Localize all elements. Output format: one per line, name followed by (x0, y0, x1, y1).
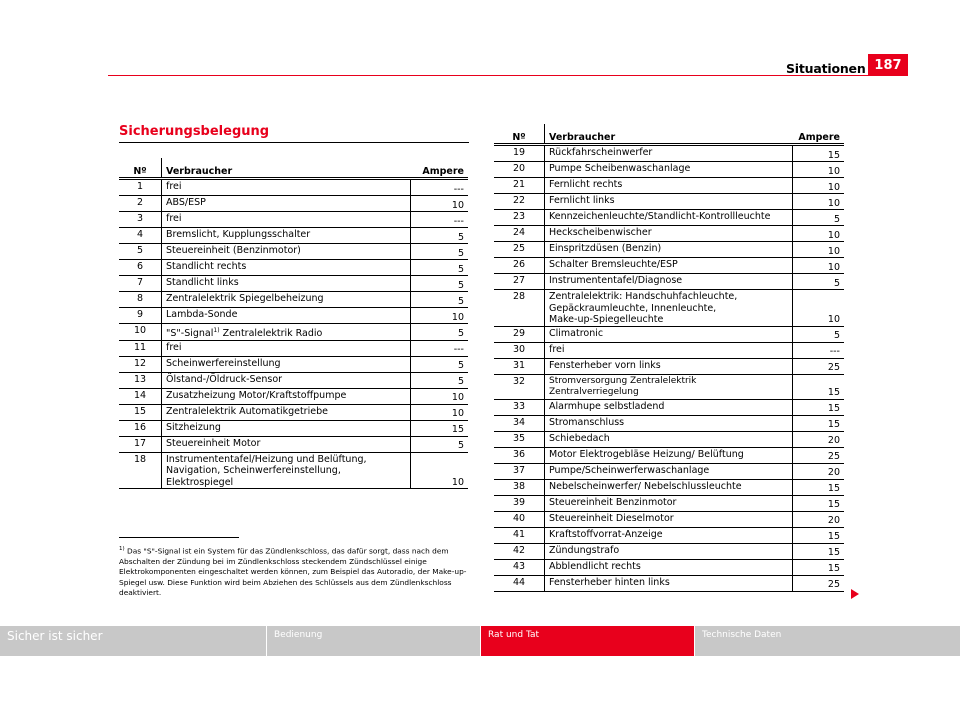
fuse-consumer (545, 415, 793, 431)
table-row (494, 399, 844, 415)
consumer-text: frei (166, 181, 182, 192)
consumer-text-cont: Zentralelektrik Radio (219, 328, 323, 340)
fuse-consumer (162, 260, 411, 276)
fuse-ampere: 10 (792, 290, 844, 327)
col-header-consumer: Verbraucher (162, 158, 411, 179)
fuse-ampere: 20 (792, 431, 844, 447)
table-header-row (119, 158, 468, 179)
fuse-number: 22 (494, 194, 545, 210)
fuse-number: 23 (494, 210, 545, 226)
fuse-ampere: 5 (792, 326, 844, 342)
fuse-consumer (162, 356, 411, 372)
fuse-consumer (545, 559, 793, 575)
fuse-number: 15 (119, 404, 162, 420)
table-row (119, 404, 468, 420)
consumer-line: Gepäckraumleuchte, Innenleuchte, (549, 302, 717, 314)
table-row (494, 527, 844, 543)
fuse-table-left (119, 158, 468, 489)
fuse-consumer (545, 290, 793, 327)
fuse-number: 39 (494, 495, 545, 511)
table-row (119, 420, 468, 436)
fuse-number: 1 (119, 179, 162, 196)
fuse-number: 9 (119, 308, 162, 324)
fuse-consumer (545, 194, 793, 210)
fuse-table-right (494, 124, 844, 592)
table-row (494, 559, 844, 575)
consumer-text: Heckscheibenwischer (549, 227, 652, 238)
fuse-consumer (162, 340, 411, 356)
consumer-text: Stromanschluss (549, 416, 625, 428)
table-row (494, 479, 844, 495)
consumer-line: Navigation, Scheinwerfereinstellung, (166, 465, 341, 477)
fuse-consumer (162, 228, 411, 244)
table-row (119, 436, 468, 452)
fuse-number: 24 (494, 226, 545, 242)
fuse-ampere: 10 (792, 242, 844, 258)
consumer-text: frei (166, 341, 182, 353)
table-row (494, 431, 844, 447)
fuse-ampere: 25 (792, 447, 844, 463)
fuse-number: 25 (494, 242, 545, 258)
fuse-number: 16 (119, 420, 162, 436)
footnote-ref: 1) (213, 327, 220, 334)
fuse-ampere: 10 (792, 194, 844, 210)
fuse-ampere: 15 (792, 495, 844, 511)
footnote-rule (119, 537, 239, 538)
fuse-ampere: 5 (792, 274, 844, 290)
fuse-ampere: 5 (410, 324, 468, 341)
fuse-number: 10 (119, 324, 162, 341)
fuse-number: 27 (494, 274, 545, 290)
fuse-consumer (162, 420, 411, 436)
fuse-number: 20 (494, 162, 545, 178)
fuse-number: 33 (494, 399, 545, 415)
consumer-text: Fernlicht links (549, 195, 615, 206)
table-row (119, 244, 468, 260)
col-header-ampere: Ampere (792, 124, 844, 145)
fuse-consumer (545, 342, 793, 358)
fuse-ampere: 20 (792, 511, 844, 527)
fuse-consumer (545, 178, 793, 194)
table-row (494, 358, 844, 374)
footnote (119, 544, 469, 599)
consumer-text: Rückfahrscheinwerfer (549, 147, 653, 158)
consumer-text: Climatronic (549, 327, 604, 339)
fuse-ampere: --- (410, 179, 468, 196)
table-row (494, 226, 844, 242)
fuse-ampere: 15 (792, 145, 844, 162)
consumer-text: "S"-Signal (166, 328, 214, 340)
page-number-badge: 187 (868, 54, 908, 76)
consumer-text: Scheinwerfereinstellung (166, 357, 281, 369)
fuse-number: 26 (494, 258, 545, 274)
fuse-ampere: 5 (410, 372, 468, 388)
fuse-number: 34 (494, 415, 545, 431)
consumer-text: Steuereinheit Dieselmotor (549, 512, 674, 524)
fuse-consumer (545, 326, 793, 342)
fuse-consumer (545, 374, 793, 399)
fuse-number: 6 (119, 260, 162, 276)
fuse-number: 5 (119, 244, 162, 260)
footer-tab-bedienung[interactable]: Bedienung (274, 630, 323, 640)
table-row (119, 196, 468, 212)
fuse-ampere: 15 (792, 559, 844, 575)
fuse-ampere: 15 (792, 374, 844, 399)
fuse-ampere: 10 (792, 178, 844, 194)
fuse-number: 2 (119, 196, 162, 212)
fuse-ampere: --- (410, 340, 468, 356)
fuse-consumer (162, 372, 411, 388)
consumer-text: Bremslicht, Kupplungsschalter (166, 229, 311, 240)
fuse-consumer (162, 276, 411, 292)
fuse-number: 37 (494, 463, 545, 479)
fuse-ampere: 25 (792, 358, 844, 374)
consumer-text: Alarmhupe selbstladend (549, 400, 665, 412)
table-row (494, 495, 844, 511)
table-row (494, 162, 844, 178)
table-header-row (494, 124, 844, 145)
fuse-ampere: 15 (410, 420, 468, 436)
fuse-ampere: 10 (410, 404, 468, 420)
table-row (119, 308, 468, 324)
fuse-ampere: 15 (792, 415, 844, 431)
consumer-text: Motor Elektrogebläse Heizung/ Belüftung (549, 448, 744, 460)
fuse-ampere: 5 (410, 292, 468, 308)
fuse-consumer (545, 358, 793, 374)
table-row (119, 179, 468, 196)
footnote-text: Das "S"-Signal ist ein System für das Zündlenkschloss, das dafür sorgt, dass nach dem Abschalten der Zündung bei im Zündlenkschloss steckendem Zündschlüssel einige Elektrokomponenten eingeschaltet werden können, zum Beispiel das Autoradio, der Make-up-Spiegel usw. Diese Funktion wird beim Abziehen des Schlüssels aus dem Zündlenkschloss deaktiviert. (119, 546, 467, 598)
fuse-number: 44 (494, 575, 545, 591)
section-rule (119, 142, 469, 143)
table-row (494, 194, 844, 210)
fuse-number: 29 (494, 326, 545, 342)
fuse-ampere: 5 (410, 436, 468, 452)
fuse-ampere: 10 (410, 196, 468, 212)
table-row (494, 326, 844, 342)
table-row (494, 463, 844, 479)
fuse-ampere: 15 (792, 527, 844, 543)
fuse-number: 38 (494, 479, 545, 495)
fuse-number: 40 (494, 511, 545, 527)
consumer-text: Zündungstrafo (549, 544, 620, 556)
fuse-number: 36 (494, 447, 545, 463)
col-header-no: Nº (119, 158, 162, 179)
consumer-line: Make-up-Spiegelleuchte (549, 314, 664, 325)
fuse-consumer (545, 447, 793, 463)
table-row (494, 274, 844, 290)
fuse-number: 7 (119, 276, 162, 292)
fuse-consumer (545, 226, 793, 242)
consumer-text: Standlicht links (166, 277, 239, 288)
table-row (119, 388, 468, 404)
consumer-text: Steuereinheit Motor (166, 437, 261, 449)
footer-tab-sicher-ist-sicher[interactable]: Sicher ist sicher (7, 629, 103, 643)
table-row (119, 324, 468, 341)
consumer-text: Fernlicht rechts (549, 179, 623, 190)
fuse-number: 14 (119, 388, 162, 404)
consumer-text: Kennzeichenleuchte/Standlicht-Kontrollleuchte (549, 211, 771, 222)
fuse-consumer (162, 179, 411, 196)
table-row (119, 356, 468, 372)
consumer-text: Zentralelektrik Spiegelbeheizung (166, 293, 324, 304)
consumer-text: Ölstand-/Öldruck-Sensor (166, 373, 283, 385)
consumer-text: Schiebedach (549, 432, 610, 444)
fuse-consumer (162, 404, 411, 420)
consumer-line: Instrumententafel/Heizung und Belüftung, (166, 453, 367, 465)
fuse-ampere: 5 (410, 244, 468, 260)
consumer-text: Einspritzdüsen (Benzin) (549, 243, 662, 254)
fuse-ampere: 10 (410, 452, 468, 489)
section-title: Sicherungsbelegung (119, 124, 270, 139)
fuse-consumer (162, 244, 411, 260)
fuse-consumer (545, 274, 793, 290)
fuse-consumer (162, 308, 411, 324)
col-header-ampere: Ampere (410, 158, 468, 179)
consumer-text: Steuereinheit (Benzinmotor) (166, 245, 301, 256)
fuse-consumer (162, 196, 411, 212)
table-row (494, 258, 844, 274)
fuse-consumer (545, 495, 793, 511)
fuse-number: 30 (494, 342, 545, 358)
table-row (494, 290, 844, 327)
fuse-consumer (162, 292, 411, 308)
fuse-consumer (545, 479, 793, 495)
table-row (119, 228, 468, 244)
fuse-ampere: 5 (410, 228, 468, 244)
table-row (119, 340, 468, 356)
fuse-consumer (545, 258, 793, 274)
fuse-number: 4 (119, 228, 162, 244)
table-row (119, 292, 468, 308)
table-row (494, 374, 844, 399)
fuse-number: 13 (119, 372, 162, 388)
fuse-consumer (545, 431, 793, 447)
fuse-number: 35 (494, 431, 545, 447)
fuse-number: 11 (119, 340, 162, 356)
fuse-number: 21 (494, 178, 545, 194)
table-row (494, 178, 844, 194)
table-row (494, 415, 844, 431)
fuse-consumer (162, 324, 411, 341)
consumer-text: Pumpe Scheibenwaschanlage (549, 163, 691, 174)
fuse-ampere: 10 (410, 308, 468, 324)
consumer-text: Nebelscheinwerfer/ Nebelschlussleuchte (549, 480, 742, 492)
table-row (494, 511, 844, 527)
fuse-consumer (162, 452, 411, 489)
consumer-text: Steuereinheit Benzinmotor (549, 496, 677, 508)
fuse-consumer (162, 212, 411, 228)
table-row (119, 372, 468, 388)
fuse-consumer (162, 388, 411, 404)
fuse-consumer (545, 210, 793, 226)
table-row (119, 276, 468, 292)
fuse-ampere: 10 (410, 388, 468, 404)
consumer-text: Sitzheizung (166, 421, 221, 433)
fuse-consumer (545, 575, 793, 591)
consumer-line: Zentralelektrik: Handschuhfachleuchte, (549, 291, 738, 302)
consumer-text: Lambda-Sonde (166, 309, 238, 320)
table-row (494, 342, 844, 358)
fuse-consumer (545, 463, 793, 479)
consumer-text: Schalter Bremsleuchte/ESP (549, 259, 678, 270)
consumer-text: Abblendlicht rechts (549, 560, 641, 572)
fuse-ampere: 10 (792, 162, 844, 178)
table-row (494, 575, 844, 591)
consumer-text: Standlicht rechts (166, 261, 247, 272)
table-row (494, 543, 844, 559)
fuse-number: 3 (119, 212, 162, 228)
fuse-ampere: 15 (792, 399, 844, 415)
table-row (119, 452, 468, 489)
fuse-consumer (545, 543, 793, 559)
fuse-number: 12 (119, 356, 162, 372)
fuse-number: 41 (494, 527, 545, 543)
fuse-number: 32 (494, 374, 545, 399)
consumer-text: ABS/ESP (166, 197, 206, 208)
fuse-consumer (545, 511, 793, 527)
footer-tab-rat-und-tat[interactable]: Rat und Tat (481, 626, 694, 656)
table-row (494, 447, 844, 463)
fuse-number: 31 (494, 358, 545, 374)
fuse-ampere: 20 (792, 463, 844, 479)
fuse-consumer (545, 527, 793, 543)
consumer-text: Fensterheber vorn links (549, 359, 661, 371)
fuse-consumer (545, 162, 793, 178)
fuse-number: 17 (119, 436, 162, 452)
fuse-ampere: 25 (792, 575, 844, 591)
consumer-line: Elektrospiegel (166, 476, 234, 488)
col-header-consumer: Verbraucher (545, 124, 793, 145)
table-row (494, 145, 844, 162)
consumer-text: Kraftstoffvorrat-Anzeige (549, 528, 663, 540)
fuse-consumer (545, 399, 793, 415)
fuse-consumer (162, 436, 411, 452)
consumer-text: Zusatzheizung Motor/Kraftstoffpumpe (166, 389, 347, 401)
consumer-text: Pumpe/Scheinwerferwaschanlage (549, 464, 710, 476)
fuse-ampere: 15 (792, 479, 844, 495)
fuse-ampere: 5 (410, 356, 468, 372)
fuse-number: 19 (494, 145, 545, 162)
fuse-ampere: --- (792, 342, 844, 358)
fuse-ampere: 15 (792, 543, 844, 559)
fuse-ampere: 5 (792, 210, 844, 226)
col-header-no: Nº (494, 124, 545, 145)
fuse-number: 43 (494, 559, 545, 575)
fuse-ampere: 5 (410, 260, 468, 276)
table-row (119, 212, 468, 228)
consumer-text: Zentralelektrik Automatikgetriebe (166, 405, 328, 417)
fuse-ampere: --- (410, 212, 468, 228)
fuse-ampere: 5 (410, 276, 468, 292)
table-row (119, 260, 468, 276)
fuse-consumer (545, 242, 793, 258)
consumer-text: Stromversorgung Zentralelektrik Zentralverriegelung (549, 375, 697, 397)
fuse-number: 28 (494, 290, 545, 327)
fuse-consumer (545, 145, 793, 162)
footer-tab-technische-daten[interactable]: Technische Daten (702, 630, 782, 640)
fuse-number: 8 (119, 292, 162, 308)
table-row (494, 210, 844, 226)
footnote-marker: 1) (119, 546, 125, 552)
table-row (494, 242, 844, 258)
fuse-number: 18 (119, 452, 162, 489)
consumer-text: frei (549, 343, 565, 355)
chapter-title: Situationen (786, 61, 866, 76)
consumer-text: Instrumententafel/Diagnose (549, 275, 683, 286)
fuse-ampere: 10 (792, 226, 844, 242)
fuse-ampere: 10 (792, 258, 844, 274)
consumer-text: frei (166, 213, 182, 224)
fuse-number: 42 (494, 543, 545, 559)
next-page-arrow-icon[interactable] (851, 589, 859, 599)
consumer-text: Fensterheber hinten links (549, 576, 670, 588)
